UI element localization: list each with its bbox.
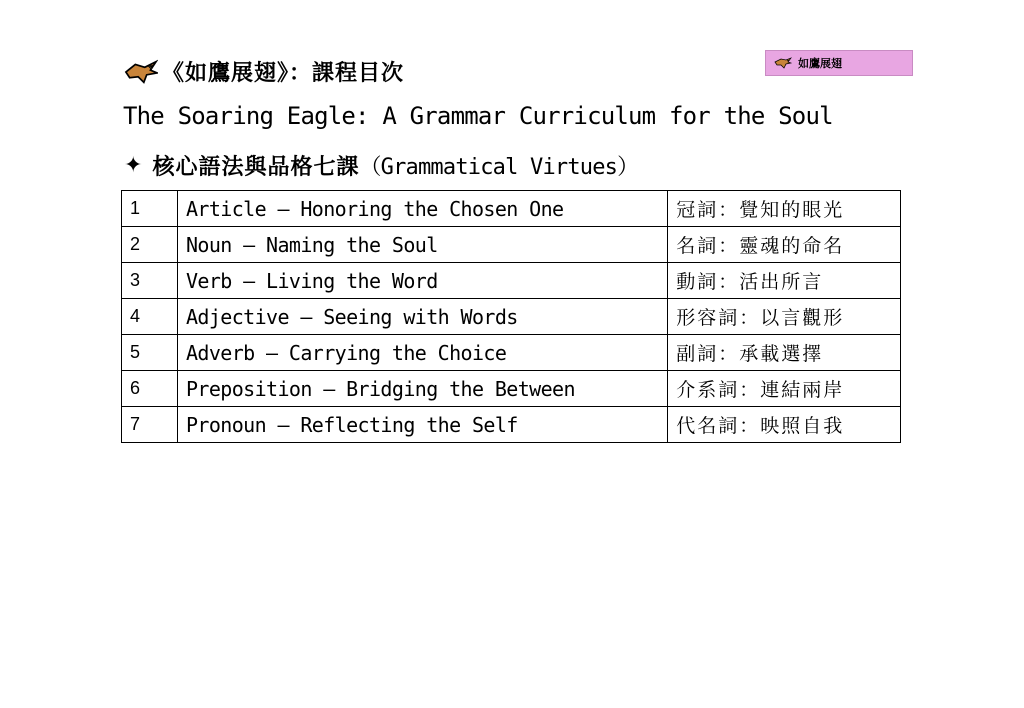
lesson-number: 2 bbox=[122, 227, 178, 263]
lesson-number: 5 bbox=[122, 335, 178, 371]
lesson-number: 4 bbox=[122, 299, 178, 335]
table-row bbox=[122, 299, 901, 335]
lesson-english: Adverb — Carrying the Choice bbox=[177, 335, 667, 371]
table-row bbox=[122, 191, 901, 227]
lesson-chinese: 名詞：靈魂的命名 bbox=[668, 227, 901, 263]
lesson-english: Noun — Naming the Soul bbox=[177, 227, 667, 263]
table-row bbox=[122, 407, 901, 443]
header-badge bbox=[765, 50, 913, 76]
lesson-chinese: 冠詞：覺知的眼光 bbox=[668, 191, 901, 227]
title-text: 《如鷹展翅》：課程目次 bbox=[162, 60, 405, 86]
lesson-chinese: 代名詞：映照自我 bbox=[668, 407, 901, 443]
table-row bbox=[122, 371, 901, 407]
eagle-icon bbox=[774, 56, 792, 70]
eagle-icon bbox=[124, 58, 158, 86]
lesson-english: Article — Honoring the Chosen One bbox=[177, 191, 667, 227]
table-row bbox=[122, 335, 901, 371]
badge-text: 如鷹展翅 bbox=[798, 57, 842, 70]
lesson-english: Preposition — Bridging the Between bbox=[177, 371, 667, 407]
lesson-number: 6 bbox=[122, 371, 178, 407]
table-row bbox=[122, 227, 901, 263]
lesson-english: Pronoun — Reflecting the Self bbox=[177, 407, 667, 443]
lesson-chinese: 形容詞：以言觀形 bbox=[668, 299, 901, 335]
subtitle: The Soaring Eagle: A Grammar Curriculum for the Soul bbox=[123, 102, 833, 130]
lesson-number: 3 bbox=[122, 263, 178, 299]
page-title bbox=[124, 56, 404, 87]
lessons-table bbox=[121, 190, 901, 443]
section-heading-en: （Grammatical Virtues） bbox=[359, 155, 639, 180]
lesson-number: 7 bbox=[122, 407, 178, 443]
lesson-english: Verb — Living the Word bbox=[177, 263, 667, 299]
lesson-chinese: 介系詞：連結兩岸 bbox=[668, 371, 901, 407]
section-heading bbox=[124, 150, 638, 181]
lesson-number: 1 bbox=[122, 191, 178, 227]
lesson-english: Adjective — Seeing with Words bbox=[177, 299, 667, 335]
lesson-chinese: 副詞：承載選擇 bbox=[668, 335, 901, 371]
lesson-chinese: 動詞：活出所言 bbox=[668, 263, 901, 299]
star-icon: ✦ bbox=[124, 153, 143, 178]
table-row bbox=[122, 263, 901, 299]
section-heading-zh: 核心語法與品格七課 bbox=[152, 154, 360, 180]
